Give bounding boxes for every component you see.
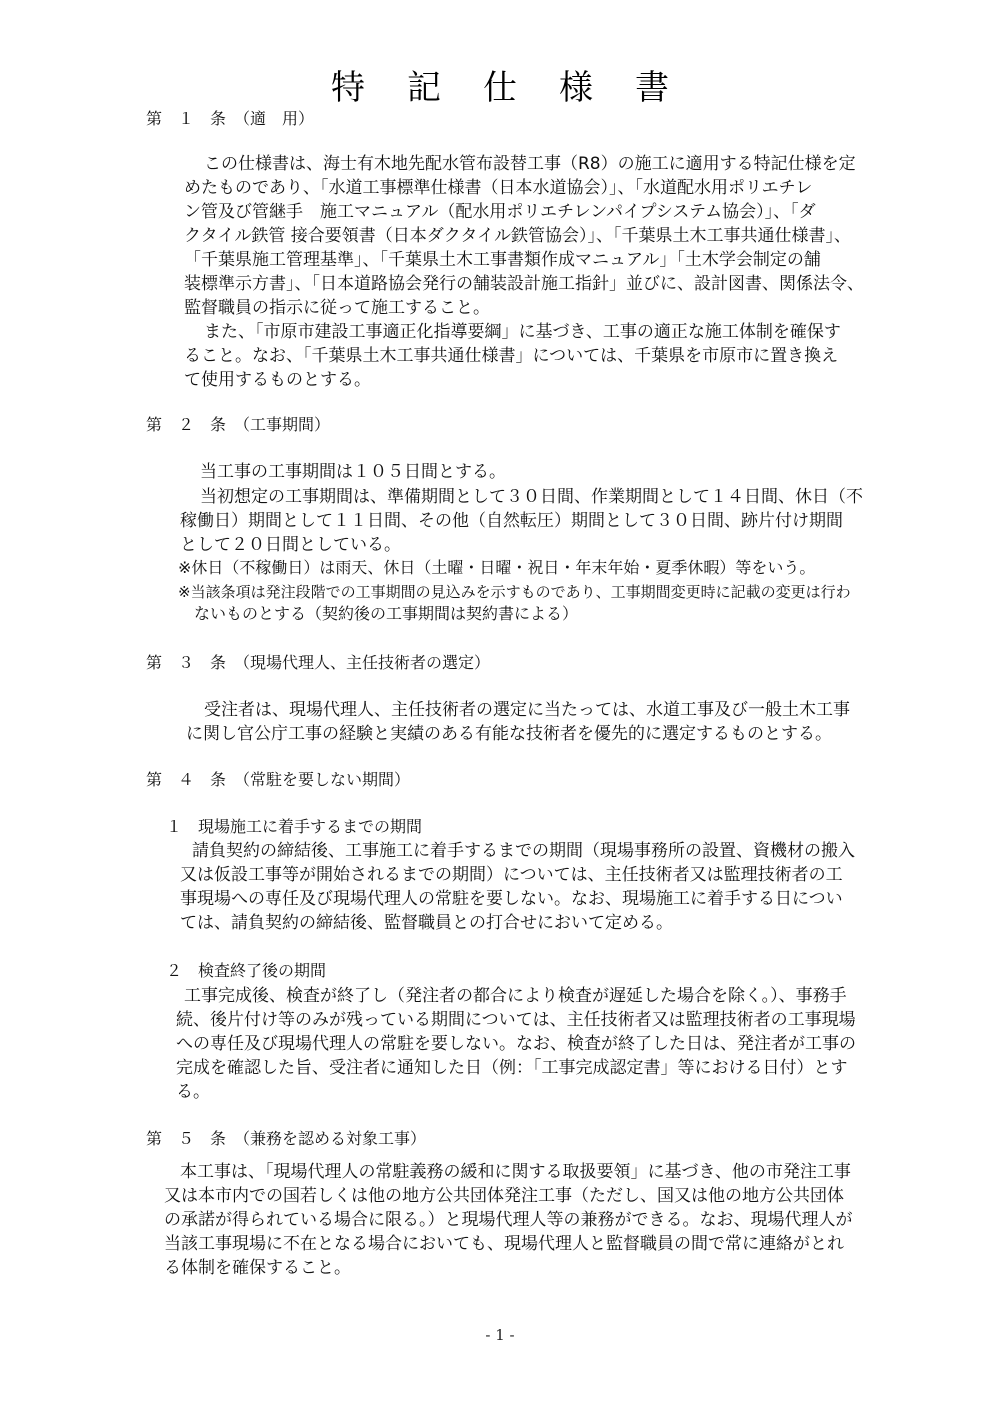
article-4-line: 続、後片付け等のみが残っている期間については、主任技術者又は監理技術者の工事現場	[176, 1010, 856, 1030]
article-1-line: ること。なお、「千葉県土木工事共通仕様書」については、千葉県を市原市に置き換え	[184, 346, 839, 366]
article-4-line: ては、請負契約の締結後、監督職員との打合せにおいて定める。	[180, 913, 673, 933]
article-4-line: る。	[176, 1082, 210, 1102]
article-5-line: 本工事は、「現場代理人の常駐義務の緩和に関する取扱要領」に基づき、他の市発注工事	[180, 1162, 851, 1182]
article-3-line: 受注者は、現場代理人、主任技術者の選定に当たっては、水道工事及び一般土木工事	[204, 700, 850, 720]
article-3-heading: 第 ３ 条 （現場代理人、主任技術者の選定）	[146, 653, 491, 672]
article-4-line: 完成を確認した旨、受注者に通知した日（例：「工事完成認定書」等における日付）とす	[176, 1058, 848, 1078]
article-4-line: 工事完成後、検査が終了し（発注者の都合により検査が遅延した場合を除く。）、事務手	[184, 986, 847, 1006]
page-number: - 1 -	[485, 1326, 515, 1344]
article-4-section-2-title: ２ 検査終了後の期間	[166, 961, 327, 980]
article-1-line: 監督職員の指示に従って施工すること。	[184, 298, 490, 318]
article-2-line: 当工事の工事期間は１０５日間とする。	[200, 462, 506, 482]
article-4-line: 請負契約の締結後、工事施工に着手するまでの期間（現場事務所の設置、資機材の搬入	[192, 841, 855, 861]
article-2-line: 稼働日）期間として１１日間、その他（自然転圧）期間として３０日間、跡片付け期間	[180, 511, 843, 531]
article-2-heading: 第 ２ 条 （工事期間）	[146, 415, 331, 434]
article-2-note: ※当該条項は発注段階での工事期間の見込みを示すものであり、工事期間変更時に記載の変更は行わ	[178, 583, 851, 601]
article-1-heading: 第 １ 条 （適 用）	[146, 109, 315, 128]
article-5-line: 又は本市内での国若しくは他の地方公共団体発注工事（ただし、国又は他の地方公共団体	[164, 1186, 844, 1206]
article-5-line: る体制を確保すること。	[164, 1258, 351, 1278]
article-1-line: めたものであり、「水道工事標準仕様書（日本水道協会）」、「水道配水用ポリエチレ	[184, 178, 813, 198]
article-4-line: への専任及び現場代理人の常駐を要しない。なお、検査が終了した日は、発注者が工事の	[176, 1034, 856, 1054]
article-4-line: 事現場への専任及び現場代理人の常駐を要しない。なお、現場施工に着手する日につい	[180, 889, 843, 909]
article-1-line: 「千葉県施工管理基準」、「千葉県土木工事書類作成マニュアル」「土木学会制定の舗	[184, 250, 821, 270]
article-2-line: として２０日間としている。	[180, 535, 401, 555]
article-1-line: 装標準示方書」、「日本道路協会発行の舗装設計施工指針」並びに、設計図書、関係法令、	[184, 274, 864, 294]
article-4-line: 又は仮設工事等が開始されるまでの期間）については、主任技術者又は監理技術者の工	[180, 865, 843, 885]
article-2-line: 当初想定の工事期間は、準備期間として３０日間、作業期間として１４日間、休日（不	[200, 487, 863, 507]
article-1-line: て使用するものとする。	[184, 370, 371, 390]
article-5-heading: 第 ５ 条 （兼務を認める対象工事）	[146, 1129, 427, 1148]
article-1-line: クタイル鉄管 接合要領書（日本ダクタイル鉄管協会）」、「千葉県土木工事共通仕様書」、	[184, 226, 852, 246]
article-5-line: 当該工事現場に不在となる場合においても、現場代理人と監督職員の間で常に連絡がとれ	[164, 1234, 844, 1254]
article-1-line: また、「市原市建設工事適正化指導要綱」に基づき、工事の適正な施工体制を確保す	[204, 322, 841, 342]
article-2-note: ないものとする（契約後の工事期間は契約書による）	[194, 604, 579, 623]
article-3-line: に関し官公庁工事の経験と実績のある有能な技術者を優先的に選定するものとする。	[186, 724, 832, 744]
article-1-line: ン管及び管継手 施工マニュアル（配水用ポリエチレンパイプシステム協会）」、「ダ	[184, 202, 816, 222]
article-5-line: の承諾が得られている場合に限る。）と現場代理人等の兼務ができる。なお、現場代理人が	[164, 1210, 853, 1230]
article-2-note: ※休日（不稼働日）は雨天、休日（土曜・日曜・祝日・年末年始・夏季休暇）等をいう。	[178, 558, 816, 577]
article-4-section-1-title: １ 現場施工に着手するまでの期間	[166, 817, 423, 836]
article-1-line: この仕様書は、海士有木地先配水管布設替工事（R8）の施工に適用する特記仕様を定	[204, 154, 856, 174]
document-title: 特記仕様書	[331, 68, 711, 108]
article-4-heading: 第 ４ 条 （常駐を要しない期間）	[146, 770, 411, 789]
